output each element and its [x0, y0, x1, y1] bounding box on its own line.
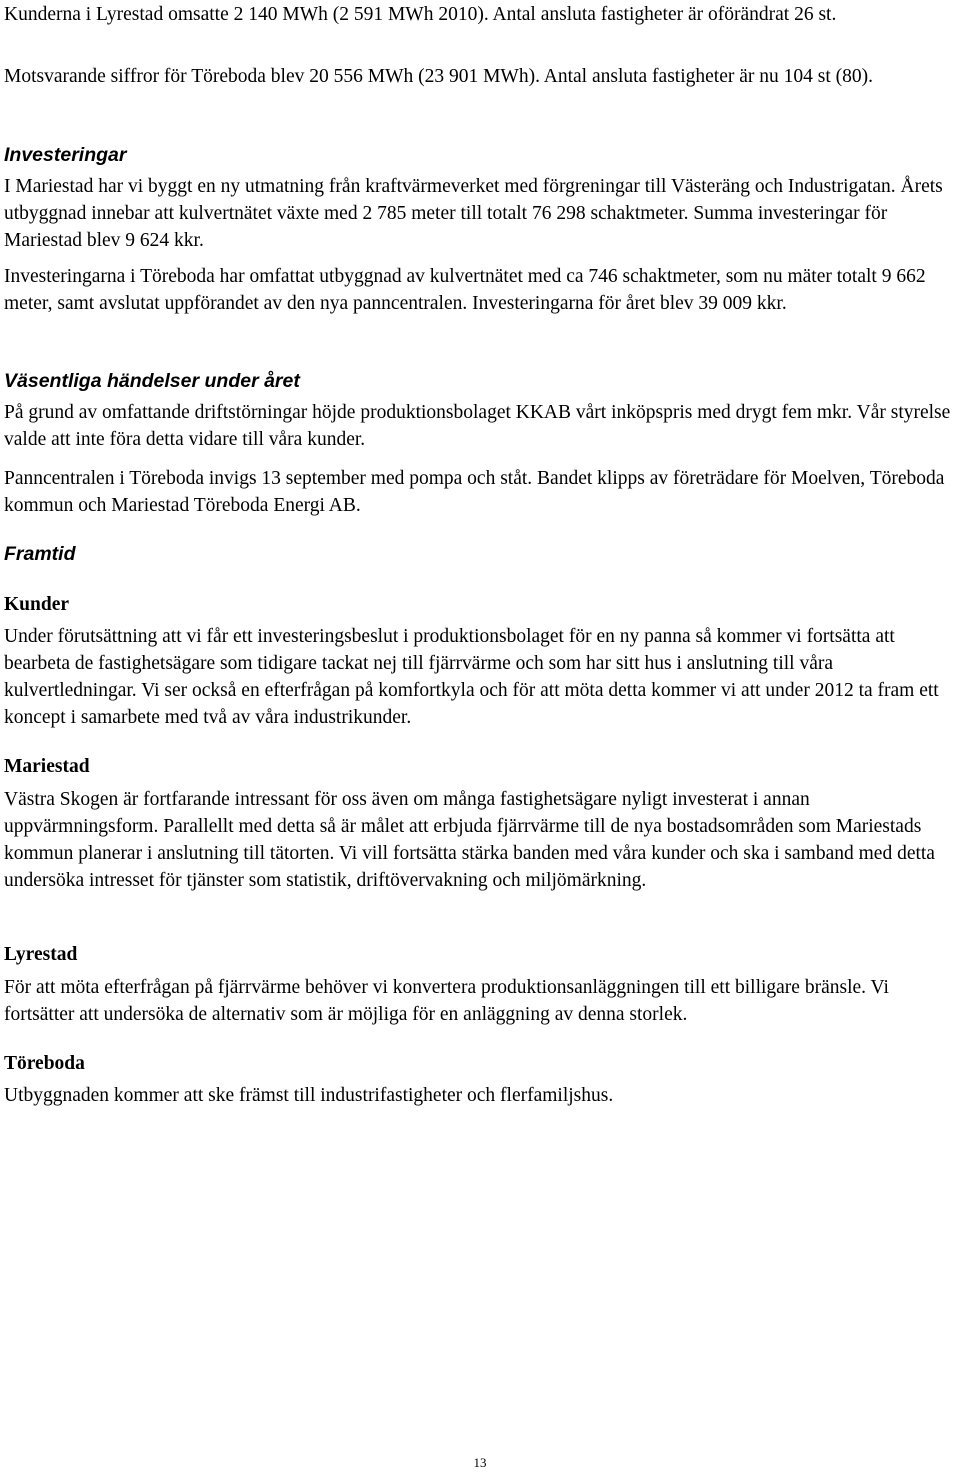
subheading-lyrestad: Lyrestad — [4, 944, 78, 965]
paragraph-investments-toreboda: Investeringarna i Töreboda har omfattat utbyggnad av kulvertnätet med ca 746 schaktmeter, som nu mäter totalt 9 662 meter, samt avslutat uppförandet av den nya panncentralen. Investeringarna för året blev 39 009 kkr. — [4, 266, 926, 314]
paragraph-lyrestad: För att möta efterfrågan på fjärrvärme behöver vi konvertera produktionsanläggningen till ett billigare bränsle. Vi fortsätter att undersöka de alternativ som är möjliga för en anläggning av denna storlek. — [4, 977, 889, 1025]
paragraph-mariestad: Västra Skogen är fortfarande intressant för oss även om många fastighetsägare nyligt investerat i annan uppvärmningsform. Parallellt med detta så är målet att erbjuda fjärrvärme till de nya bostadsområden som Mariestads kommun planerar i anslutning till tätorten. Vi vill fortsätta stärka banden med våra kunder och ska i samband med detta undersöka intresset för tjänster som statistik, driftövervakning och miljömärkning. — [4, 789, 935, 891]
heading-investeringar: Investeringar — [4, 144, 127, 166]
page-number: 13 — [473, 1455, 487, 1470]
paragraph-driftstorningar: På grund av omfattande driftstörningar höjde produktionsbolaget KKAB vårt inköpspris med drygt fem mkr. Vår styrelse valde att inte föra detta vidare till våra kunder. — [4, 402, 951, 450]
subheading-toreboda: Töreboda — [4, 1053, 85, 1074]
paragraph-panncentralen: Panncentralen i Töreboda invigs 13 september med pompa och ståt. Bandet klipps av företrädare för Moelven, Töreboda kommun och Mariestad Töreboda Energi AB. — [4, 468, 945, 516]
heading-framtid: Framtid — [4, 543, 76, 565]
paragraph-kunder: Under förutsättning att vi får ett investeringsbeslut i produktionsbolaget för en ny panna så kommer vi fortsätta att bearbeta de fastighetsägare som tidigare tackat nej till fjärrvärme och som har sitt hus i anslutning till våra kulvertledningar. Vi ser också en efterfrågan på komfortkyla och för att möta detta kommer vi att under 2012 ta fram ett koncept i samarbete med två av våra industrikunder. — [4, 626, 939, 728]
paragraph-lyrestad-consumption: Kunderna i Lyrestad omsatte 2 140 MWh (2 591 MWh 2010). Antal ansluta fastigheter är oförändrat 26 st. — [4, 4, 837, 25]
paragraph-toreboda-consumption: Motsvarande siffror för Töreboda blev 20 556 MWh (23 901 MWh). Antal ansluta fastigheter är nu 104 st (80). — [4, 66, 873, 87]
paragraph-toreboda: Utbyggnaden kommer att ske främst till industrifastigheter och flerfamiljshus. — [4, 1085, 614, 1106]
subheading-mariestad: Mariestad — [4, 756, 90, 777]
heading-vasentliga-handelser: Väsentliga händelser under året — [4, 370, 300, 392]
subheading-kunder: Kunder — [4, 594, 70, 615]
paragraph-investments-mariestad: I Mariestad har vi byggt en ny utmatning från kraftvärmeverket med förgreningar till Västeräng och Industrigatan. Årets utbyggnad innebar att kulvertnätet växte med 2 785 meter till totalt 76 298 schaktmeter. Summa investeringar för Mariestad blev 9 624 kkr. — [4, 176, 943, 251]
